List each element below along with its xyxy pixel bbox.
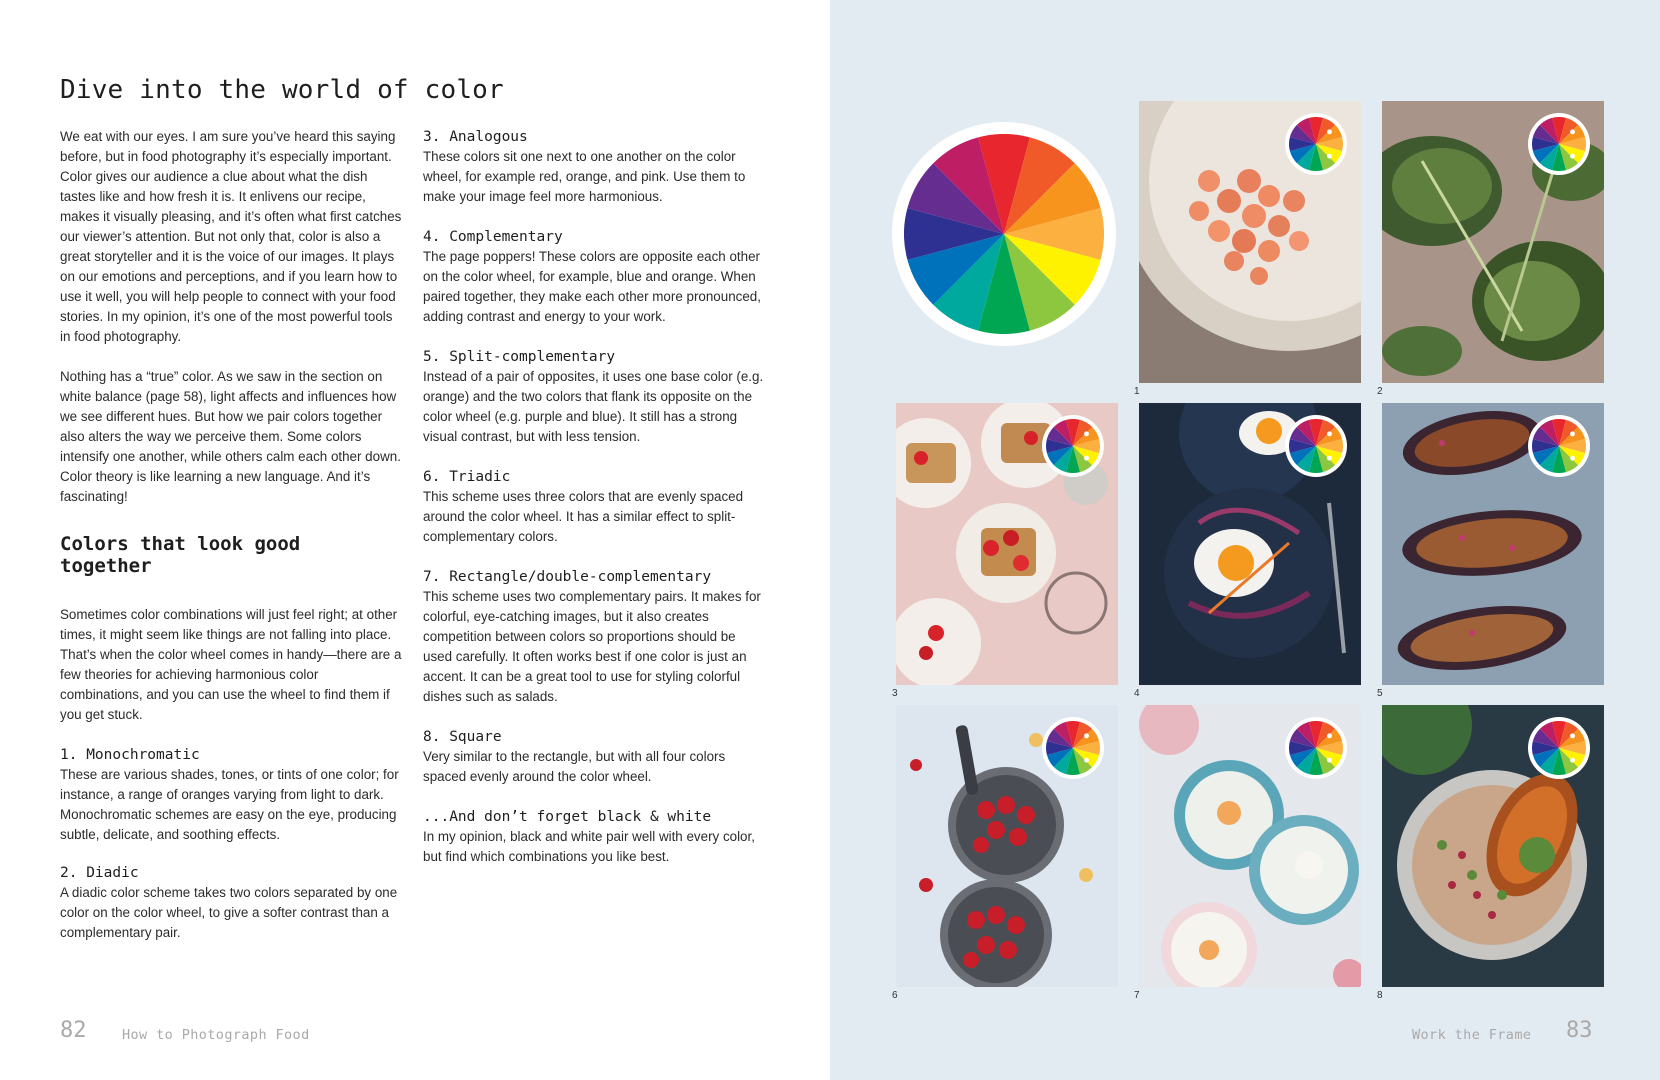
mini-color-wheel <box>1042 717 1104 779</box>
wheel-selection-dot <box>1327 758 1332 763</box>
photo-number: 1 <box>1134 386 1140 397</box>
scheme-title: 5. Split-complementary <box>423 349 616 365</box>
scheme-body: This scheme uses three colors that are evenly spaced around the color wheel. It has a similar effect to split-complementary colors. <box>423 489 744 544</box>
section-intro: Sometimes color combinations will just feel right; at other times, it might seem like things are not falling into place. That’s when the color wheel comes in handy—there are a few theories for achieving harmonious color combinations, and you can use the wheel to find them if you get stuck. <box>60 607 402 722</box>
section-subheading: Colors that look good together <box>60 533 301 577</box>
scheme-item-square <box>423 727 768 787</box>
wheel-selection-dot <box>1084 456 1089 461</box>
wheel-selection-dot <box>1570 154 1575 159</box>
wheel-selection-dot <box>1327 456 1332 461</box>
mini-color-wheel <box>1528 415 1590 477</box>
mini-color-wheel <box>1528 113 1590 175</box>
scheme-title: 2. Diadic <box>60 865 139 881</box>
mini-color-wheel <box>1285 717 1347 779</box>
wheel-selection-dot <box>1570 129 1575 134</box>
wheel-selection-dot <box>1327 431 1332 436</box>
scheme-title: 1. Monochromatic <box>60 747 200 763</box>
photo-number: 8 <box>1377 990 1383 1001</box>
page-title: Dive into the world of color <box>60 75 504 105</box>
photo-sweet-potato-quinoa <box>1382 705 1604 987</box>
scheme-item-complementary <box>423 227 768 327</box>
wheel-selection-dot <box>1084 431 1089 436</box>
mini-color-wheel <box>1285 113 1347 175</box>
scheme-item-monochromatic <box>60 745 402 845</box>
page-number-right: 83 <box>1566 1018 1593 1043</box>
photo-number: 7 <box>1134 990 1140 1001</box>
right-column <box>423 127 768 867</box>
scheme-body: These colors sit one next to one another on the color wheel, for example red, orange, and pink. Use them to make your image feel more harmonious. <box>423 149 746 204</box>
wheel-selection-dot <box>1327 154 1332 159</box>
photo-number: 3 <box>892 688 898 699</box>
scheme-item-split-complementary <box>423 347 768 447</box>
photo-pastel-salad-bowls <box>1139 705 1361 987</box>
intro-paragraph-2: Nothing has a “true” color. As we saw in the section on white balance (page 58), light affects and influences how we see different hues. But how we pair colors together also alters the way we perceive them. Some colors intensify one another, while others calm each other down. Color theory is like learning a new language. And it’s fascinating! <box>60 369 401 504</box>
photo-strawberry-waffles <box>896 403 1118 685</box>
scheme-title: 6. Triadic <box>423 469 511 485</box>
scheme-item-diadic <box>60 863 402 943</box>
wheel-selection-dot <box>1084 758 1089 763</box>
photo-number: 2 <box>1377 386 1383 397</box>
mini-color-wheel <box>1528 717 1590 779</box>
photo-cherries-in-pan <box>896 705 1118 987</box>
photo-fried-egg-salad <box>1139 403 1361 685</box>
photo-raspberries-in-bowl <box>1139 101 1361 383</box>
scheme-body: A diadic color scheme takes two colors separated by one color on the color wheel, to give a softer contrast than a complementary pair. <box>60 885 398 940</box>
scheme-body: This scheme uses two complementary pairs. It makes for colorful, eye-catching images, but it also creates competition between colors so proportions should be used carefully. It often works best if one color is just an accent. It can be a great tool to use for styling colorful dishes such as salads. <box>423 589 761 704</box>
scheme-title: 4. Complementary <box>423 229 563 245</box>
scheme-body: Instead of a pair of opposites, it uses one base color (e.g. orange) and the two colors that flank its opposite on the color wheel (e.g. purple and blue). It still has a strong visual contrast, but with less tension. <box>423 369 764 444</box>
wheel-selection-dot <box>1084 733 1089 738</box>
wheel-selection-dot <box>1570 456 1575 461</box>
wheel-selection-dot <box>1327 733 1332 738</box>
scheme-item-black-white <box>423 807 768 867</box>
photo-kale-leaves <box>1382 101 1604 383</box>
scheme-body: In my opinion, black and white pair well with every color, but find which combinations you like best. <box>423 829 755 864</box>
photo-number: 6 <box>892 990 898 1001</box>
running-footer-right: Work the Frame <box>1412 1027 1532 1043</box>
left-column <box>60 127 402 943</box>
mini-color-wheel <box>1285 415 1347 477</box>
running-footer-left: How to Photograph Food <box>122 1027 310 1043</box>
scheme-title: 8. Square <box>423 729 502 745</box>
scheme-body: Very similar to the rectangle, but with all four colors spaced evenly around the color wheel. <box>423 749 726 784</box>
scheme-title: 3. Analogous <box>423 129 528 145</box>
wheel-selection-dot <box>1327 129 1332 134</box>
color-wheel <box>892 122 1116 346</box>
photo-number: 5 <box>1377 688 1383 699</box>
scheme-item-triadic <box>423 467 768 547</box>
scheme-title: 7. Rectangle/double-complementary <box>423 569 712 585</box>
wheel-selection-dot <box>1570 758 1575 763</box>
page-number-left: 82 <box>60 1018 87 1043</box>
scheme-body: These are various shades, tones, or tints of one color; for instance, a range of oranges varying from light to dark. Monochromatic schemes are easy on the eye, producing subtle, delicate, and soothing effects. <box>60 767 399 842</box>
scheme-body: The page poppers! These colors are opposite each other on the color wheel, for example, blue and orange. When paired together, they make each other more pronounced, adding contrast and energy to your work. <box>423 249 761 324</box>
photo-number: 4 <box>1134 688 1140 699</box>
scheme-title: ...And don’t forget black & white <box>423 809 712 825</box>
scheme-item-rectangle <box>423 567 768 707</box>
photo-roasted-eggplant <box>1382 403 1604 685</box>
wheel-selection-dot <box>1570 431 1575 436</box>
intro-paragraph-1: We eat with our eyes. I am sure you’ve heard this saying before, but in food photography it’s especially important. Color gives our audience a clue about what the dish tastes like and how fresh it is. It enlivens our recipe, makes it visually pleasing, and it’s often what first catches our viewer’s attention. But not only that, color is also a great storyteller and it is the voice of our images. It plays on our emotions and perceptions, and if you learn how to use it well, you will help people to connect with your food stories. In my opinion, it’s one of the most powerful tools in food photography. <box>60 129 402 344</box>
scheme-item-analogous <box>423 127 768 207</box>
mini-color-wheel <box>1042 415 1104 477</box>
wheel-selection-dot <box>1570 733 1575 738</box>
color-wheel-graphic <box>904 134 1104 334</box>
